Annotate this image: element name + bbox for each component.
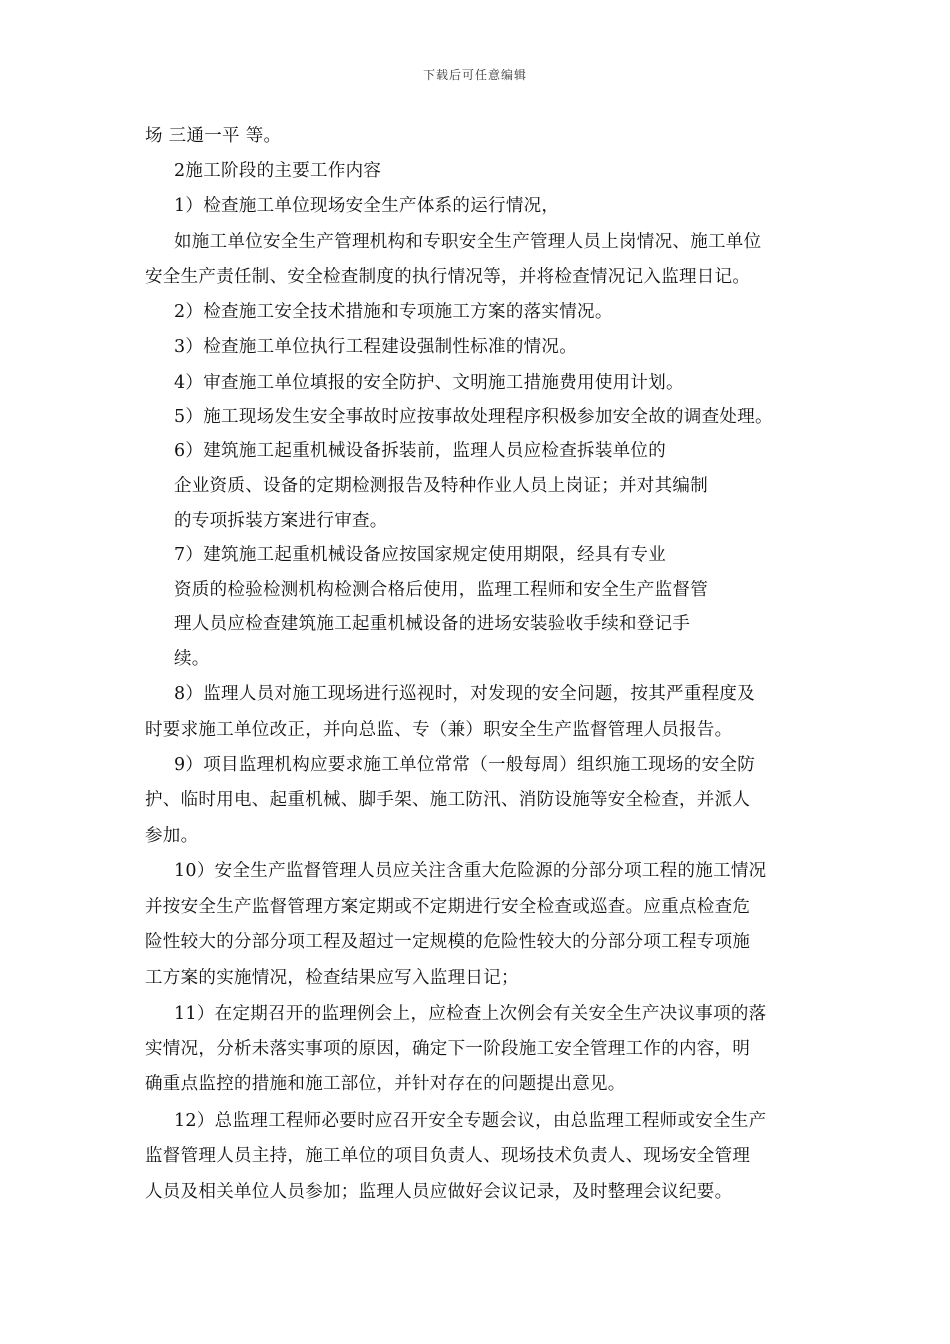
text-line: 8）监理人员对施工现场进行巡视时，对发现的安全问题，按其严重程度及 [174, 684, 756, 704]
text-line: 2）检查施工安全技术措施和专项施工方案的落实情况。 [174, 302, 613, 322]
text-line: 12）总监理工程师必要时应召开安全专题会议，由总监理工程师或安全生产 [174, 1111, 767, 1131]
text-line: 7）建筑施工起重机械设备应按国家规定使用期限，经具有专业 [174, 545, 667, 565]
section-heading: 2施工阶段的主要工作内容 [174, 161, 382, 181]
text-line: 的专项拆装方案进行审查。 [174, 511, 388, 531]
text-line: 安全生产责任制、安全检查制度的执行情况等，并将检查情况记入监理日记。 [145, 267, 751, 287]
text-line: 资质的检验检测机构检测合格后使用，监理工程师和安全生产监督管 [174, 580, 708, 600]
text-line: 3）检查施工单位执行工程建设强制性标准的情况。 [174, 337, 578, 357]
text-line: 如施工单位安全生产管理机构和专职安全生产管理人员上岗情况、施工单位 [174, 232, 762, 252]
text-line: 确重点监控的措施和施工部位，并针对存在的问题提出意见。 [145, 1074, 626, 1094]
text-line: 5）施工现场发生安全事故时应按事故处理程序积极参加安全故的调查处理。 [174, 407, 773, 427]
text-line: 6）建筑施工起重机械设备拆装前，监理人员应检查拆装单位的 [174, 441, 667, 461]
page-header: 下载后可任意编辑 [422, 68, 527, 82]
text-line: 参加。 [145, 826, 199, 846]
text-line: 企业资质、设备的定期检测报告及特种作业人员上岗证；并对其编制 [174, 476, 708, 496]
text-line: 11）在定期召开的监理例会上，应检查上次例会有关安全生产决议事项的落 [174, 1004, 767, 1024]
text-line: 1）检查施工单位现场安全生产体系的运行情况， [174, 196, 560, 216]
text-line: 理人员应检查建筑施工起重机械设备的进场安装验收手续和登记手 [174, 614, 691, 634]
text-line: 险性较大的分部分项工程及超过一定规模的危险性较大的分部分项工程专项施 [145, 932, 751, 952]
text-line: 护、临时用电、起重机械、脚手架、施工防汛、消防设施等安全检查，并派人 [145, 790, 751, 810]
text-line: 实情况，分析未落实事项的原因，确定下一阶段施工安全管理工作的内容，明 [145, 1039, 751, 1059]
text-line: 工方案的实施情况，检查结果应写入监理日记； [145, 968, 519, 988]
text-line: 并按安全生产监督管理方案定期或不定期进行安全检查或巡查。应重点检查危 [145, 897, 751, 917]
text-line: 10）安全生产监督管理人员应关注含重大危险源的分部分项工程的施工情况 [174, 861, 767, 881]
text-line: 监督管理人员主持，施工单位的项目负责人、现场技术负责人、现场安全管理 [145, 1146, 751, 1166]
text-line: 续。 [174, 649, 210, 669]
text-line: 人员及相关单位人员参加；监理人员应做好会议记录，及时整理会议纪要。 [145, 1182, 733, 1202]
text-line: 场 三通一平 等。 [145, 126, 282, 146]
text-line: 4）审查施工单位填报的安全防护、文明施工措施费用使用计划。 [174, 373, 684, 393]
text-line: 9）项目监理机构应要求施工单位常常（一般每周）组织施工现场的安全防 [174, 755, 756, 775]
text-line: 时要求施工单位改正，并向总监、专（兼）职安全生产监督管理人员报告。 [145, 720, 733, 740]
